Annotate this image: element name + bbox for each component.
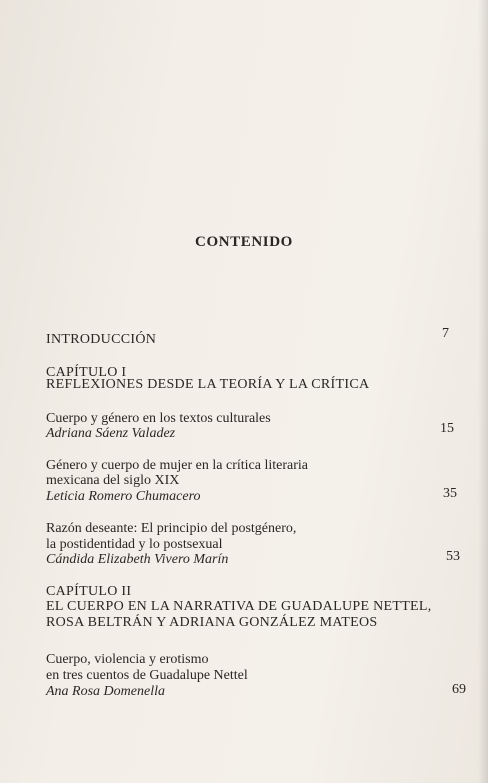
chapter-label: CAPÍTULO II [46,584,132,599]
chapter-title: REFLEXIONES DESDE LA TEORÍA Y LA CRÍTICA [46,377,370,392]
toc-entry-title: en tres cuentos de Guadalupe Nettel [46,668,248,683]
toc-entry-title: mexicana del siglo XIX [46,473,180,488]
chapter-title: EL CUERPO EN LA NARRATIVA DE GUADALUPE NETTEL, [46,599,432,614]
toc-page-number: 53 [446,549,460,564]
toc-page-number: 69 [452,682,466,697]
toc-entry-introduction: INTRODUCCIÓN [46,332,157,347]
toc-entry-title: Género y cuerpo de mujer en la crítica literaria [46,458,308,473]
toc-page-number: 15 [440,421,454,436]
toc-entry-title: Cuerpo, violencia y erotismo [46,652,209,667]
toc-heading: CONTENIDO [195,234,293,250]
chapter-label: CAPÍTULO I [46,365,127,380]
toc-entry-author: Leticia Romero Chumacero [46,489,201,504]
toc-entry-title: Razón deseante: El principio del postgénero, [46,521,297,536]
toc-entry-author: Cándida Elizabeth Vivero Marín [46,552,229,567]
toc-entry-author: Ana Rosa Domenella [46,684,165,699]
toc-entry-author: Adriana Sáenz Valadez [46,426,176,441]
toc-entry-title: la postidentidad y lo postsexual [46,537,223,552]
toc-page-number: 35 [443,486,457,501]
toc-entry-title: Cuerpo y género en los textos culturales [46,411,271,426]
page-edge-shadow [478,0,488,783]
toc-page-number: 7 [442,326,449,341]
chapter-title: ROSA BELTRÁN Y ADRIANA GONZÁLEZ MATEOS [46,615,378,630]
